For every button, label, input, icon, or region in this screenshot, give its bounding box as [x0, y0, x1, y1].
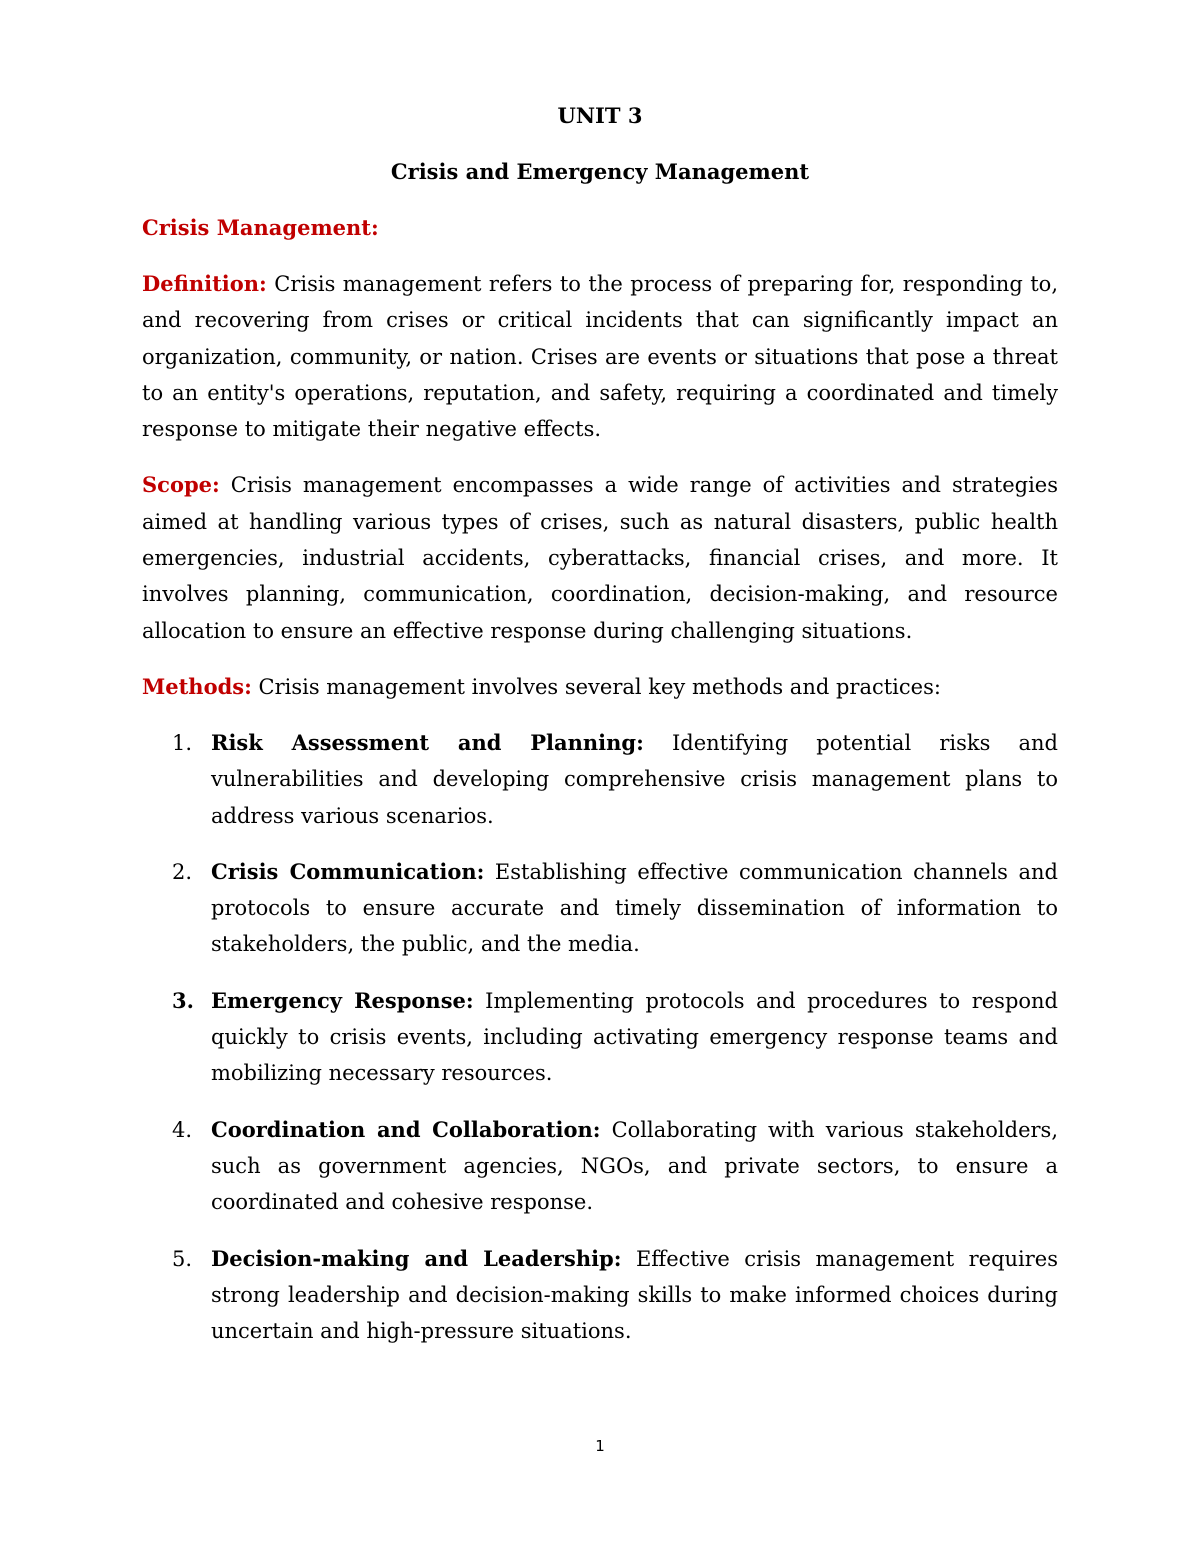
list-item-term: Coordination and Collaboration:: [211, 1116, 601, 1142]
list-item-text: Establishing effective communication channels and protocols to ensure accurate and timely dissemination of information to stakeholders, the public, and the media.: [211, 859, 1058, 957]
list-item: [142, 1112, 1058, 1221]
list-item: [142, 983, 1058, 1092]
scope-label: Scope:: [142, 472, 220, 498]
list-item: [142, 854, 1058, 963]
list-item-term: Emergency Response:: [211, 987, 474, 1013]
page-number: 1: [595, 1437, 605, 1455]
methods-list: [142, 725, 1058, 1349]
list-item-text: Implementing protocols and procedures to respond quickly to crisis events, including activating emergency response teams and mobilizing necessary resources.: [211, 988, 1058, 1086]
list-item-text: Collaborating with various stakeholders, such as government agencies, NGOs, and private sectors, to ensure a coordinated and cohesive response.: [211, 1117, 1059, 1215]
methods-text: Crisis management involves several key methods and practices:: [251, 674, 941, 699]
list-item-number: 4.: [172, 1117, 193, 1142]
list-item-number: 5.: [172, 1246, 193, 1271]
scope-text: Crisis management encompasses a wide range of activities and strategies aimed at handling various types of crises, such as natural disasters, public health emergencies, industrial accidents, cyberattacks, financial crises, and more. It involves planning, communication, coordination, decision-making, and resource allocation to ensure an effective response during challenging situations.: [142, 473, 1058, 643]
list-item-number: 2.: [172, 859, 193, 884]
definition-text: Crisis management refers to the process of preparing for, responding to, and recovering from crises or critical incidents that can significantly impact an organization, community, or nation. Crises are events or situations that pose a threat to an entity's operations, reputation, and safety, requiring a coordinated and timely response to mitigate their negative effects.: [142, 272, 1058, 442]
list-item-term: Risk Assessment and Planning:: [211, 729, 644, 755]
list-item-term: Crisis Communication:: [211, 858, 485, 884]
list-item-term: Decision-making and Leadership:: [211, 1245, 622, 1271]
unit-label: UNIT 3: [557, 103, 643, 128]
list-item-text: Identifying potential risks and vulnerabilities and developing comprehensive crisis management plans to address various scenarios.: [211, 730, 1058, 828]
scope-paragraph: [142, 467, 1058, 648]
list-item-number: 3.: [172, 987, 194, 1013]
document-title: Crisis and Emergency Management: [390, 159, 810, 184]
definition-label: Definition:: [142, 271, 267, 296]
list-item-text: Effective crisis management requires strong leadership and decision-making skills to make informed choices during uncertain and high-pressure situations.: [211, 1246, 1058, 1344]
definition-paragraph: [142, 266, 1058, 447]
methods-label: Methods:: [142, 673, 252, 699]
methods-paragraph: [142, 669, 1058, 705]
list-item-number: 1.: [172, 730, 193, 755]
list-item: [142, 725, 1058, 834]
list-item: [142, 1241, 1058, 1350]
section-heading: Crisis Management:: [142, 215, 379, 240]
page-content: [142, 98, 1058, 1369]
